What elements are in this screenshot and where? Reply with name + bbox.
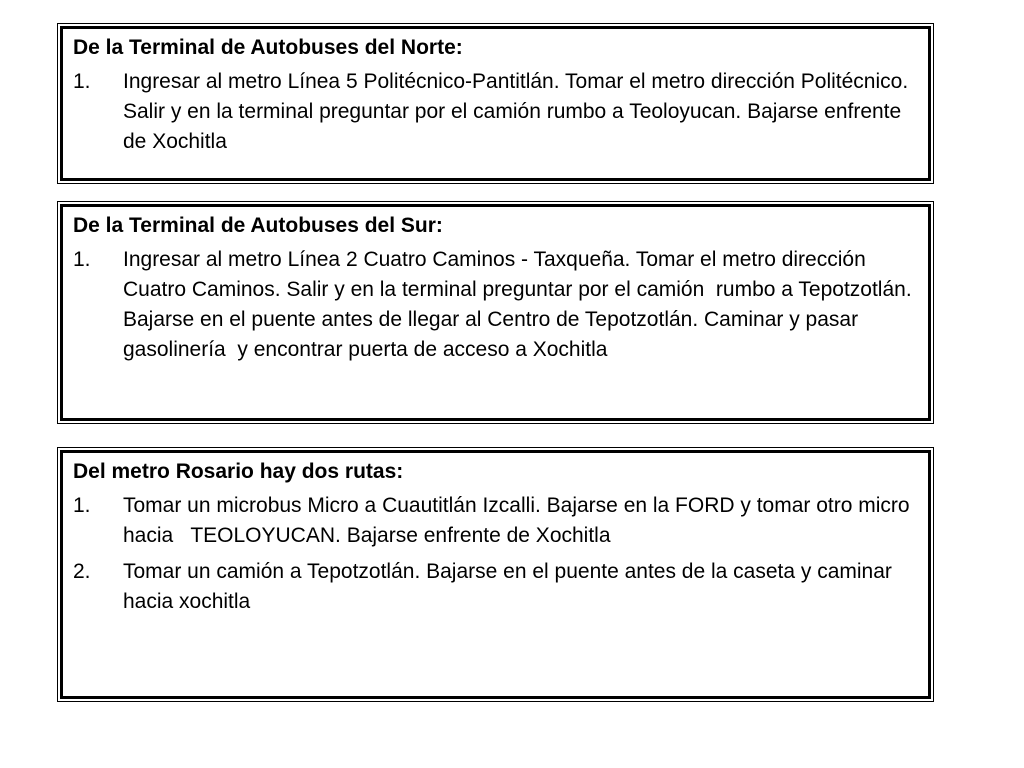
section-norte (57, 23, 934, 184)
section-norte-step-1 (73, 67, 920, 157)
step-text: Ingresar al metro Línea 2 Cuatro Caminos - Taxqueña. Tomar el metro dirección Cuatro Caminos. Salir y en la terminal preguntar por el camión rumbo a Tepotzotlán. Bajarse en el puente antes de llegar al Centro de Tepotzotlán. Caminar y pasar gasolinería y encontrar puerta de acceso a Xochitla (123, 248, 918, 361)
section-norte-frame (60, 26, 931, 181)
section-sur-step-1 (73, 245, 920, 365)
step-number: 1. (73, 494, 91, 517)
section-norte-title: De la Terminal de Autobuses del Norte: (73, 36, 463, 59)
step-number: 1. (73, 248, 91, 271)
section-rosario-frame (60, 450, 931, 699)
section-rosario-step-1 (73, 491, 920, 551)
section-rosario-step-2 (73, 557, 920, 617)
section-rosario-title: Del metro Rosario hay dos rutas: (73, 460, 404, 483)
section-sur-title: De la Terminal de Autobuses del Sur: (73, 214, 443, 237)
step-number: 2. (73, 560, 91, 583)
section-rosario (57, 447, 934, 702)
step-text: Tomar un camión a Tepotzotlán. Bajarse en el puente antes de la caseta y caminar hacia xochitla (123, 560, 898, 613)
step-text: Ingresar al metro Línea 5 Politécnico-Pantitlán. Tomar el metro dirección Politécnico. Salir y en la terminal preguntar por el camión rumbo a Teoloyucan. Bajarse enfrente de Xochitla (123, 70, 915, 153)
step-number: 1. (73, 70, 91, 93)
section-sur (57, 201, 934, 424)
step-text: Tomar un microbus Micro a Cuautitlán Izcalli. Bajarse en la FORD y tomar otro micro hacia TEOLOYUCAN. Bajarse enfrente de Xochitla (123, 494, 916, 547)
section-sur-frame (60, 204, 931, 421)
